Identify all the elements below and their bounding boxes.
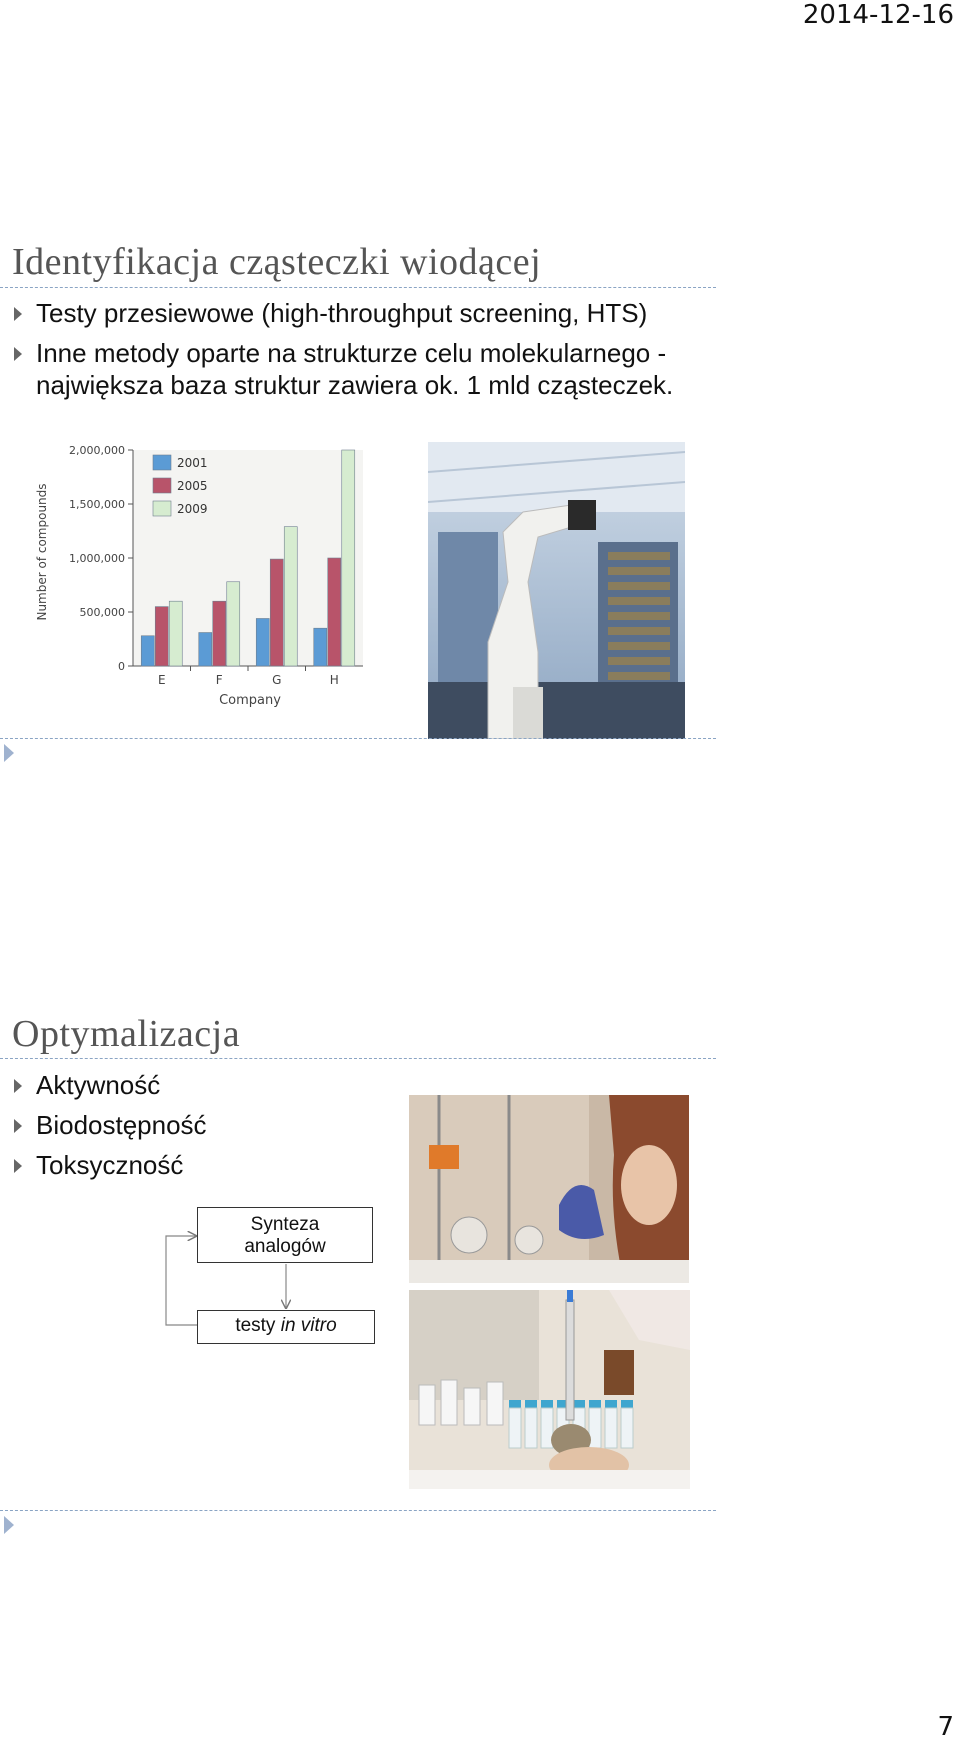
chart-x-ticks	[158, 666, 339, 687]
chart-bar-2005-H	[328, 558, 341, 666]
slide2-bullet-text: Aktywność	[36, 1070, 161, 1100]
chart-bar-2001-F	[199, 633, 212, 666]
slide1-title-divider	[0, 287, 716, 288]
slide1-footer-arrow-icon	[4, 744, 14, 762]
chart-bar-2005-G	[270, 559, 283, 666]
chart-bar-2001-E	[141, 636, 154, 666]
lab-robot-photo	[428, 442, 685, 739]
chart-legend-label: 2005	[177, 479, 208, 493]
chart-bar-2005-E	[155, 607, 168, 666]
slide1-bullet-list	[12, 297, 712, 409]
slide2-title-divider	[0, 1058, 716, 1059]
chart-y-tick-label: 500,000	[79, 606, 125, 619]
chart-x-tick-label: E	[157, 673, 166, 687]
slide1-bullet-text: Testy przesiewowe (high-throughput screening, HTS)	[36, 298, 648, 328]
pipetting-lab-photo	[409, 1290, 690, 1489]
bullet-arrow-icon	[14, 1079, 22, 1093]
bullet-arrow-icon	[14, 1119, 22, 1133]
slide2-bullet-item	[12, 1109, 207, 1141]
chart-bar-2009-E	[169, 601, 182, 666]
chart-x-axis-label: Company	[219, 693, 281, 708]
chart-y-axis-label: Number of compounds	[35, 483, 49, 621]
slide1-bullet-text: Inne metody oparte na strukturze celu molekularnego - największa baza struktur zawiera ok. 1 mld cząsteczek.	[36, 338, 674, 400]
slide1-footer-divider	[0, 738, 716, 739]
chart-y-tick-label: 1,000,000	[69, 552, 125, 565]
slide2-title: Optymalizacja	[12, 1013, 241, 1055]
slide2-footer-arrow-icon	[4, 1516, 14, 1534]
in-vitro-box-label-italic: in vitro	[280, 1315, 337, 1336]
bullet-arrow-icon	[14, 1159, 22, 1173]
slide2-bullet-text: Toksyczność	[36, 1150, 184, 1180]
chart-legend-label: 2009	[177, 502, 208, 516]
chart-y-tick-label: 2,000,000	[69, 444, 125, 457]
slide1-title: Identyfikacja cząsteczki wiodącej	[12, 241, 542, 283]
date-stamp: 2014-12-16	[802, 0, 954, 30]
slide2-bullet-item	[12, 1069, 207, 1101]
chart-legend-swatch	[153, 478, 171, 493]
chart-legend-label: 2001	[177, 456, 208, 470]
synthesis-box-label: Synteza analogów	[244, 1214, 326, 1257]
slide2-footer-divider	[0, 1510, 716, 1511]
chart-x-tick-label: F	[215, 673, 223, 687]
compounds-bar-chart	[30, 438, 370, 718]
chart-bar-2009-H	[342, 450, 355, 666]
chart-bar-2009-G	[284, 527, 297, 666]
slide2-bullet-text: Biodostępność	[36, 1110, 207, 1140]
slide1-bullet-item	[12, 337, 712, 401]
in-vitro-box	[197, 1310, 375, 1344]
chart-bar-2005-F	[213, 601, 226, 666]
chemist-lab-photo	[409, 1095, 689, 1283]
chart-legend	[153, 455, 208, 516]
in-vitro-box-label-plain: testy	[235, 1315, 281, 1336]
page-number: 7	[937, 1712, 954, 1742]
slide2-bullet-item	[12, 1149, 207, 1181]
chart-bar-2001-G	[256, 618, 269, 666]
slide2-bullet-list	[12, 1069, 207, 1189]
chart-x-tick-label: G	[272, 673, 282, 687]
chart-legend-swatch	[153, 501, 171, 516]
slide1-bullet-item	[12, 297, 712, 329]
chart-bar-2009-F	[227, 582, 240, 666]
bullet-arrow-icon	[14, 307, 22, 321]
chart-y-tick-label: 1,500,000	[69, 498, 125, 511]
chart-y-tick-label: 0	[118, 660, 125, 673]
chart-x-tick-label: H	[329, 673, 339, 687]
chart-legend-swatch	[153, 455, 171, 470]
chart-bar-2001-H	[314, 628, 327, 666]
bullet-arrow-icon	[14, 347, 22, 361]
synthesis-box	[197, 1207, 373, 1263]
